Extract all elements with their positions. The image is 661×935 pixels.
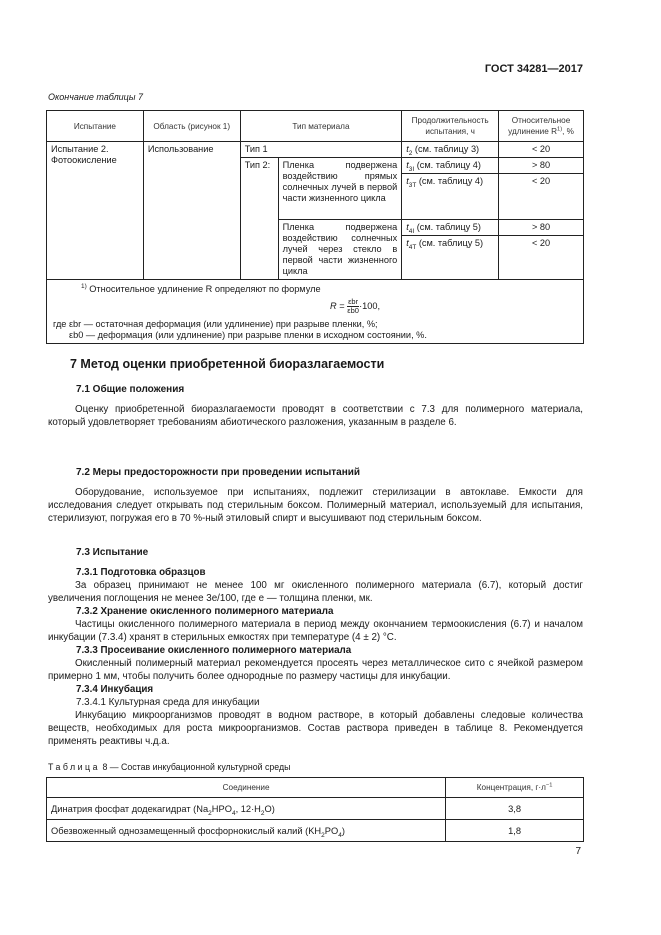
compound-name: Обезвоженный однозамещенный фосфорнокислый калий $(KH_2PO_4)$ (47, 820, 446, 842)
section-7-3-2-text: Частицы окисленного полимерного материала в период между окончанием термоокисления (6.7) и началом инкубации (7.3.4) хранят в стерильных емкостях при температуре (4 ± 2) °С. (48, 619, 583, 643)
type1-value: < 20 (499, 142, 584, 158)
section-7-3-1-title: 7.3.1 Подготовка образцов (76, 567, 206, 578)
table-row (47, 142, 584, 158)
section-7-2-text: Оборудование, используемое при испытаниях, подлежит стерилизации в автоклаве. Емкости для исследования следует открывать под стерильным боксом. Полимерный материал, используемый для испытания, стерилизуют, погружая его в 70 %-ный этиловый спирт и высушивают под стерильным боксом. (48, 487, 583, 524)
type2-label: Тип 2: (240, 158, 278, 280)
type2-desc-glass: Пленка подвержена воздействию солнечных лучей через стекло в первой части жизненного цикла (278, 220, 402, 280)
footnote-intro: $^{1)}$ Относительное удлинение R определяют по формуле (81, 282, 321, 294)
type1-label: Тип 1 (240, 142, 402, 158)
table-row (47, 820, 584, 842)
col-area: Область (рисунок 1) (143, 111, 240, 142)
type2-value-1: > 80 (499, 158, 584, 174)
footnote-where-2: εb0 — деформация (или удлинение) при разрыве пленки в исходном состоянии, %. (69, 330, 427, 340)
elongation-formula: R = $\frac{\text{εbr}}{\varepsilon b0}$ ·100, (329, 297, 381, 315)
section-7-3-title: 7.3 Испытание (76, 547, 149, 558)
type1-duration: $t_2$ (см. таблицу 3) (402, 142, 499, 158)
table-8-caption: Таблица 8 — Состав инкубационной культурной среды (48, 762, 291, 772)
type2-desc-direct: Пленка подвержена воздействию прямых солнечных лучей в первой части жизненного цикла (278, 158, 402, 220)
type2-duration-2: $t_{3T}$ (см. таблицу 4) (402, 174, 499, 220)
table-7 (46, 110, 584, 344)
test-name: Испытание 2. Фотоокисление (47, 142, 144, 280)
table-8 (46, 777, 584, 842)
page-number: 7 (575, 846, 581, 857)
table-header-row (47, 111, 584, 142)
table-continuation-label: Окончание таблицы 7 (48, 92, 143, 102)
section-7-3-4-1-title: 7.3.4.1 Культурная среда для инкубации (76, 697, 260, 708)
type2-duration-1: $t_{3I}$ (см. таблицу 4) (402, 158, 499, 174)
col-elongation: Относительное удлинение $R^{1)}$, % (499, 111, 584, 142)
section-7-title: 7 Метод оценки приобретенной биоразлагаемости (70, 357, 385, 371)
section-7-3-4-title: 7.3.4 Инкубация (76, 684, 154, 695)
section-7-1-title: 7.1 Общие положения (76, 384, 185, 395)
section-7-2-title: 7.2 Меры предосторожности при проведении испытаний (76, 467, 361, 478)
col-material: Тип материала (240, 111, 402, 142)
compound-concentration: 1,8 (446, 820, 584, 842)
type2-value-3: > 80 (499, 220, 584, 236)
type2-value-2: < 20 (499, 174, 584, 220)
section-7-3-2-title: 7.3.2 Хранение окисленного полимерного материала (76, 606, 334, 617)
table-footnote-row (47, 280, 584, 344)
standard-number: ГОСТ 34281—2017 (484, 63, 583, 75)
area-name: Использование (143, 142, 240, 280)
table-row (47, 798, 584, 820)
type2-duration-3: $t_{4I}$ (см. таблицу 5) (402, 220, 499, 236)
col-concentration: Концентрация, $г\cdot л^{-1}$ (446, 778, 584, 798)
section-7-3-4-1-text: Инкубацию микроорганизмов проводят в водном растворе, в который добавлены следовые количества веществ, необходимых для роста микроорганизмов. Состав раствора приведен в таблице 8. Рекомендуется применять реактивы ч.д.а. (48, 710, 583, 747)
section-7-1-text: Оценку приобретенной биоразлагаемости проводят в соответствии с 7.3 для полимерного материала, который удовлетворяет требованиям абиотического разложения, указанным в разделе 6. (48, 404, 583, 428)
type2-duration-4: $t_{4T}$ (см. таблицу 5) (402, 236, 499, 280)
col-duration: Продолжительность испытания, ч (402, 111, 499, 142)
compound-concentration: 3,8 (446, 798, 584, 820)
col-compound: Соединение (47, 778, 446, 798)
col-test: Испытание (47, 111, 144, 142)
section-7-3-1-text: За образец принимают не менее 100 мг окисленного полимерного материала (6.7), который достиг увеличения поглощения не менее 3е/100, где е — толщина пленки, мк. (48, 580, 583, 604)
section-7-3-3-title: 7.3.3 Просеивание окисленного полимерного материала (76, 645, 352, 656)
table-footnote (47, 280, 584, 344)
type2-value-4: < 20 (499, 236, 584, 280)
compound-name: Динатрия фосфат додекагидрат ($Na_2HPO_4$, $12\cdot H_2O$) (47, 798, 446, 820)
footnote-where-1: где εbr — остаточная деформация (или удлинение) при разрыве пленки, %; (53, 319, 378, 329)
table-header-row (47, 778, 584, 798)
section-7-3-3-text: Окисленный полимерный материал рекомендуется просеять через металлическое сито с ячейкой размером примерно 1 мм, чтобы получить более однородные по размеру частицы для инкубации. (48, 658, 583, 682)
